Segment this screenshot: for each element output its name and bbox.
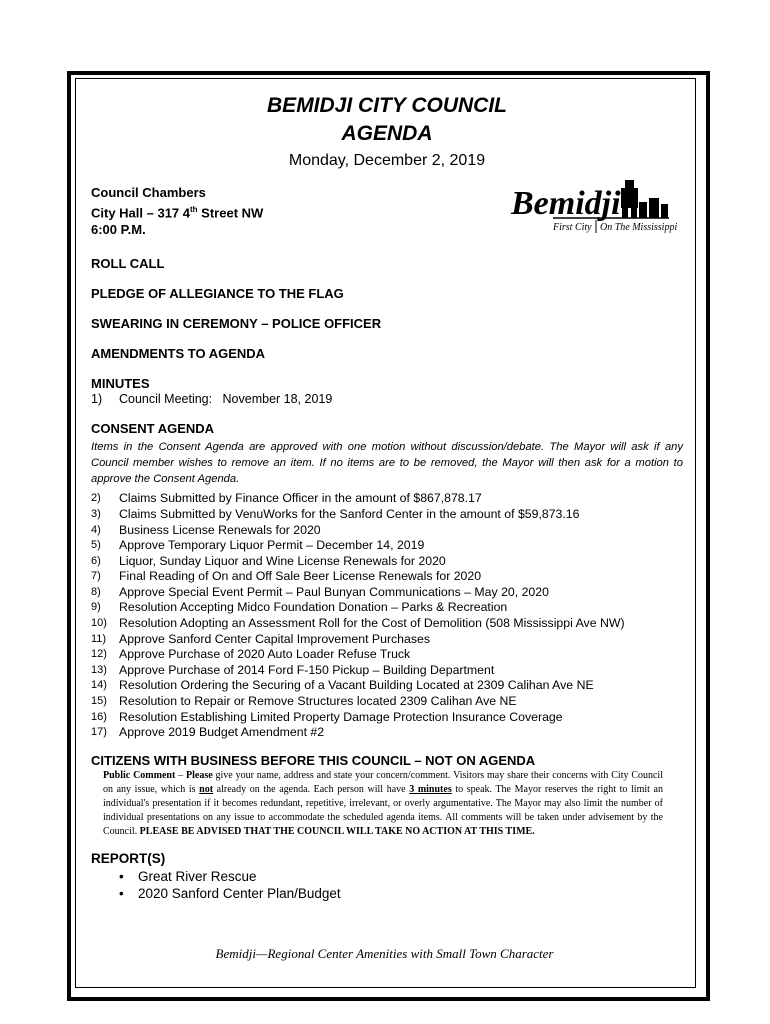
consent-item-number: 12) xyxy=(91,648,107,661)
consent-intro: Items in the Consent Agenda are approved with one motion without discussion/debate. The Mayor will ask if any Council member wishes to remove an item. If no items are to be removed, the Mayor will then ask for a motion to approve the Consent Agenda. xyxy=(91,441,683,486)
public-comment-please: Please xyxy=(186,769,213,781)
consent-item-text: Resolution Adopting an Assessment Roll for the Cost of Demolition (508 Mississippi Ave NW) xyxy=(119,616,625,631)
consent-item-number: 16) xyxy=(91,710,107,723)
pledge-heading: PLEDGE OF ALLEGIANCE TO THE FLAG xyxy=(91,286,344,302)
bullet-icon: • xyxy=(119,885,124,901)
minutes-item xyxy=(91,392,683,406)
consent-item-number: 14) xyxy=(91,679,107,692)
consent-item-text: Resolution Establishing Limited Property Damage Protection Insurance Coverage xyxy=(119,709,563,724)
logo-tagline-left: First City xyxy=(553,222,592,233)
consent-item xyxy=(91,585,683,601)
public-comment-part3: to speak. The Mayor reserves the right to limit an individual's presentation if it becomes redundant, repetitive, irrelevant, or overly argumentative. The Mayor may also limit the number of individual presentations on any issue to accommodate the scheduled agenda items. All comments will be taken under advisement by the Council. xyxy=(103,783,663,837)
consent-item-text: Resolution Ordering the Securing of a Vacant Building Located at 2309 Calihan Ave NE xyxy=(119,678,594,693)
consent-item xyxy=(91,538,683,554)
paul-bunyan-statue-icon xyxy=(621,180,668,218)
public-comment-not: not xyxy=(199,783,214,795)
consent-item-number: 11) xyxy=(91,632,107,645)
roll-call-heading: ROLL CALL xyxy=(91,256,165,272)
meeting-date: Monday, December 2, 2019 xyxy=(288,152,486,169)
consent-item-text: Resolution to Repair or Remove Structures located 2309 Calihan Ave NE xyxy=(119,694,517,709)
consent-item xyxy=(91,616,683,632)
consent-item xyxy=(91,600,683,616)
consent-item-text: Business License Renewals for 2020 xyxy=(119,522,321,537)
bullet-icon: • xyxy=(119,868,124,884)
consent-item-text: Liquor, Sunday Liquor and Wine License Renewals for 2020 xyxy=(119,553,446,568)
amendments-heading: AMENDMENTS TO AGENDA xyxy=(91,346,266,362)
logo-tagline-right: On The Mississippi xyxy=(600,222,678,233)
report-item-text: 2020 Sanford Center Plan/Budget xyxy=(138,885,341,901)
swearing-heading: SWEARING IN CEREMONY – POLICE OFFICER xyxy=(91,316,382,332)
bemidji-logo xyxy=(509,174,678,236)
consent-item xyxy=(91,710,683,726)
consent-item-text: Approve Purchase of 2020 Auto Loader Refuse Truck xyxy=(119,647,411,662)
consent-item xyxy=(91,663,683,679)
public-comment-part1: give your name, address and state your concern/comment. Visitors may share their concerns with City Council on any issue, which is xyxy=(103,769,663,795)
consent-item xyxy=(91,725,683,741)
consent-item-number: 10) xyxy=(91,617,107,630)
consent-item xyxy=(91,694,683,710)
report-item-text: Great River Rescue xyxy=(138,868,257,884)
consent-item xyxy=(91,569,683,585)
consent-item xyxy=(91,678,683,694)
address-sup: th xyxy=(190,205,198,214)
consent-item-number: 15) xyxy=(91,695,107,708)
consent-item-text: Final Reading of On and Off Sale Beer License Renewals for 2020 xyxy=(119,569,482,584)
consent-item xyxy=(91,491,683,507)
agenda-content xyxy=(91,92,683,902)
consent-item-number: 9) xyxy=(91,601,101,614)
reports-heading: REPORT(S) xyxy=(91,850,166,866)
location-time: 6:00 P.M. xyxy=(91,222,146,238)
consent-item-number: 6) xyxy=(91,554,101,567)
consent-item-text: Approve Temporary Liquor Permit – December 14, 2019 xyxy=(119,538,425,553)
consent-item xyxy=(91,554,683,570)
consent-item-text: Approve Purchase of 2014 Ford F-150 Pickup – Building Department xyxy=(119,662,495,677)
consent-item xyxy=(91,507,683,523)
public-comment-minutes: 3 minutes xyxy=(409,783,452,795)
consent-item-text: Claims Submitted by VenuWorks for the Sanford Center in the amount of $59,873.16 xyxy=(119,506,580,521)
consent-list xyxy=(91,491,683,741)
address-post: Street NW xyxy=(197,205,264,221)
location-room: Council Chambers xyxy=(91,185,206,200)
report-item xyxy=(119,868,683,885)
minutes-item-number: 1) xyxy=(91,392,103,407)
address-pre: City Hall – 317 4 xyxy=(91,205,190,221)
logo-wordmark: Bemidji xyxy=(511,185,621,222)
minutes-item-text: Council Meeting: November 18, 2019 xyxy=(119,392,333,407)
public-comment-advisory: PLEASE BE ADVISED THAT THE COUNCIL WILL TAKE NO ACTION AT THIS TIME. xyxy=(139,825,535,837)
public-comment-part2: already on the agenda. Each person will have xyxy=(213,783,410,795)
consent-item-text: Resolution Accepting Midco Foundation Donation – Parks & Recreation xyxy=(119,600,508,615)
public-comment-label: Public Comment xyxy=(103,769,176,781)
consent-heading: CONSENT AGENDA xyxy=(91,421,215,437)
consent-item-number: 5) xyxy=(91,539,101,552)
public-comment-text xyxy=(103,769,663,839)
consent-item-number: 3) xyxy=(91,507,101,520)
consent-item-text: Claims Submitted by Finance Officer in the amount of $867,878.17 xyxy=(119,491,482,506)
public-comment-dash: – xyxy=(175,769,187,781)
consent-item-number: 7) xyxy=(91,570,101,583)
consent-item xyxy=(91,647,683,663)
consent-item-number: 13) xyxy=(91,663,107,676)
report-item xyxy=(119,885,683,902)
agenda-title-line2: AGENDA xyxy=(341,122,433,145)
consent-item-text: Approve Sanford Center Capital Improvement Purchases xyxy=(119,631,430,646)
consent-item xyxy=(91,523,683,539)
consent-item-number: 2) xyxy=(91,492,101,505)
minutes-heading: MINUTES xyxy=(91,376,150,392)
consent-item-number: 8) xyxy=(91,585,101,598)
consent-item-text: Approve 2019 Budget Amendment #2 xyxy=(119,725,325,740)
consent-item-number: 17) xyxy=(91,726,107,739)
citizens-heading: CITIZENS WITH BUSINESS BEFORE THIS COUNCIL – NOT ON AGENDA xyxy=(91,752,536,768)
agenda-title-line1: BEMIDJI CITY COUNCIL xyxy=(267,94,507,117)
consent-item-text: Approve Special Event Permit – Paul Bunyan Communications – May 20, 2020 xyxy=(119,584,549,599)
consent-item-number: 4) xyxy=(91,523,101,536)
consent-item xyxy=(91,632,683,648)
reports-list xyxy=(119,868,683,902)
footer-tagline: Bemidji—Regional Center Amenities with Small Town Character xyxy=(215,946,554,961)
